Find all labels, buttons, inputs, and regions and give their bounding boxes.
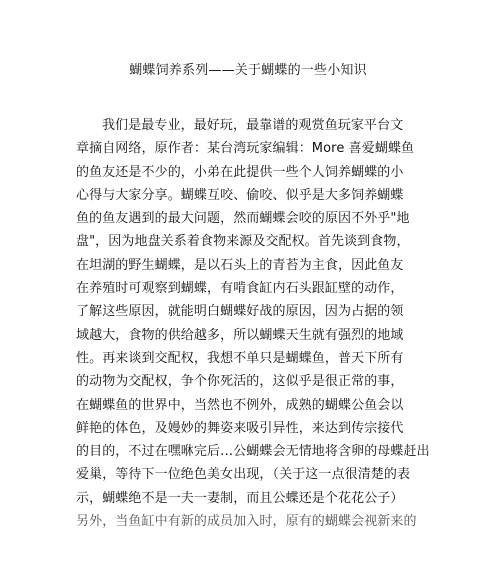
body-line: 我们是最专业，最好玩，最靠谱的观赏鱼玩家平台文 <box>102 118 404 133</box>
body-line: 性。再来谈到交配权，我想不单只是蝴蝶鱼，普天下所有 <box>76 350 404 366</box>
body-line: 心得与大家分享。蝴蝶互咬、偷咬、似乎是大多饲养蝴蝶 <box>76 187 404 203</box>
body-line: 在坦湖的野生蝴蝶，是以石头上的青苔为主食，因此鱼友 <box>76 257 404 273</box>
body-line: 盘"，因为地盘关系着食物来源及交配权。首先谈到食物， <box>76 234 410 250</box>
body-line: 域越大，食物的供给越多，所以蝴蝶天生就有强烈的地域 <box>76 327 404 343</box>
body-line: 的目的，不过在嘿咻完后…公蝴蝶会无情地将含卵的母蝶赶出 <box>76 444 430 460</box>
body-line: 在养殖时可观察到蝴蝶，有啃食缸内石头跟缸壁的动作， <box>76 281 404 297</box>
body-line: 鱼的鱼友遇到的最大问题，然而蝴蝶会咬的原因不外乎"地 <box>76 211 410 227</box>
body-line: 爱巢，等待下一位绝色美女出现，（关于这一点很清楚的表 <box>76 467 411 483</box>
body-line: 另外，当鱼缸中有新的成员加入时，原有的蝴蝶会视新来的 <box>76 514 417 530</box>
article-title: 蝴蝶饲养系列——关于蝴蝶的一些小知识 <box>129 63 367 78</box>
body-line: 示，蝴蝶绝不是一夫一妻制，而且公蝶还是个花花公子） <box>76 490 404 506</box>
article-body <box>76 114 430 533</box>
body-line: 的动物为交配权，争个你死活的，这似乎是很正常的事， <box>76 374 404 390</box>
body-line: 在蝴蝶鱼的世界中，当然也不例外，成熟的蝴蝶公鱼会以 <box>76 397 404 413</box>
body-line: 章摘自网络，原作者：某台湾玩家编辑：More 喜爱蝴蝶鱼 <box>76 141 415 157</box>
body-line: 鲜艳的体色，及嫚妙的舞姿来吸引异性，来达到传宗接代 <box>76 420 404 436</box>
body-line: 的鱼友还是不少的，小弟在此提供一些个人饲养蝴蝶的小 <box>76 164 404 180</box>
body-line: 了解这些原因，就能明白蝴蝶好战的原因，因为占据的领 <box>76 304 404 320</box>
